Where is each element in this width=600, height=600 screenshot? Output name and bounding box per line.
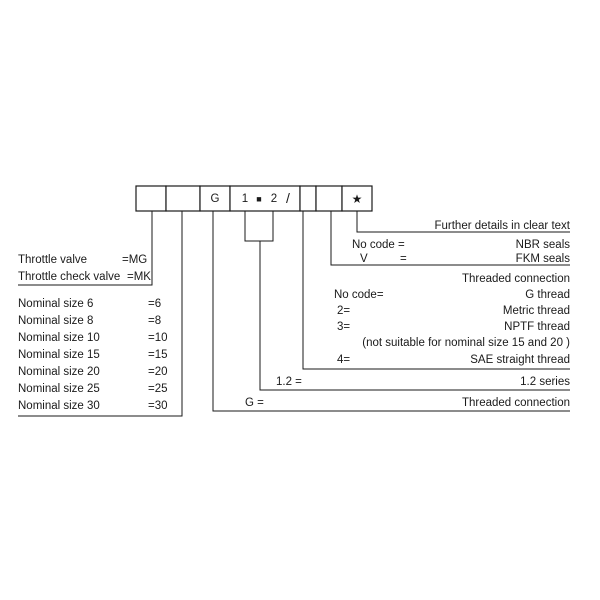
code-box-4-marker: ■ <box>256 194 262 204</box>
valve-type-label-1: Throttle check valve <box>18 271 121 283</box>
thread-note: (not suitable for nominal size 15 and 20 ) <box>362 337 570 349</box>
nominal-size-code-2: =10 <box>148 332 168 344</box>
nbr-seals-label: NBR seals <box>515 239 570 251</box>
no-code-seal-code: No code = <box>352 239 405 251</box>
code-box-1 <box>136 186 166 211</box>
valve-type-label-0: Throttle valve <box>18 254 88 266</box>
series-bracket <box>245 211 273 241</box>
code-box-7-star: ★ <box>351 192 363 206</box>
nominal-size-label-4: Nominal size 20 <box>18 366 100 378</box>
valve-type-code-0: =MG <box>122 254 148 266</box>
code-box-4-slash: / <box>286 190 290 206</box>
fkm-eq: = <box>400 253 407 265</box>
thread-code-0: No code= <box>334 289 384 301</box>
series-label: 1.2 series <box>520 376 570 388</box>
fkm-code: V <box>360 253 368 265</box>
valve-type-block <box>18 254 151 283</box>
thread-code-2: 3= <box>337 321 351 333</box>
threaded-connection-block <box>334 273 570 366</box>
code-box-4-right-text: 2 <box>270 193 278 205</box>
nominal-size-code-4: =20 <box>148 366 168 378</box>
connection-block <box>245 397 570 409</box>
connection-code: G = <box>245 397 264 409</box>
valve-type-code-1: =MK <box>127 271 151 283</box>
further-details-title: Further details in clear text <box>434 220 570 232</box>
thread-label-4: SAE straight thread <box>470 354 570 366</box>
code-box-5 <box>300 186 316 211</box>
thread-code-1: 2= <box>337 305 351 317</box>
nominal-size-label-3: Nominal size 15 <box>18 349 100 361</box>
code-box-2 <box>166 186 200 211</box>
nominal-size-code-5: =25 <box>148 383 168 395</box>
series-code: 1.2 = <box>276 376 302 388</box>
nominal-size-label-1: Nominal size 8 <box>18 315 94 327</box>
fkm-seals-label: FKM seals <box>515 253 570 265</box>
thread-label-1: Metric thread <box>502 305 570 317</box>
nominal-size-label-6: Nominal size 30 <box>18 400 100 412</box>
thread-code-4: 4= <box>337 354 351 366</box>
code-box-4-left-text: 1 <box>241 193 249 205</box>
nominal-size-code-6: =30 <box>148 400 168 412</box>
series-block <box>276 376 570 388</box>
nominal-size-label-2: Nominal size 10 <box>18 332 100 344</box>
thread-label-0: G thread <box>525 289 570 301</box>
code-box-3-text: G <box>210 193 220 205</box>
nominal-size-code-1: =8 <box>148 315 162 327</box>
nominal-size-label-0: Nominal size 6 <box>18 298 94 310</box>
connection-label: Threaded connection <box>461 397 570 409</box>
nominal-size-code-0: =6 <box>148 298 162 310</box>
ordering-code-boxes <box>136 186 372 211</box>
nominal-size-code-3: =15 <box>148 349 168 361</box>
further-details-block <box>352 220 571 265</box>
nominal-size-block <box>18 298 168 412</box>
code-box-6 <box>316 186 342 211</box>
nominal-size-label-5: Nominal size 25 <box>18 383 100 395</box>
thread-label-2: NPTF thread <box>504 321 570 333</box>
threaded-connection-title: Threaded connection <box>461 273 570 285</box>
